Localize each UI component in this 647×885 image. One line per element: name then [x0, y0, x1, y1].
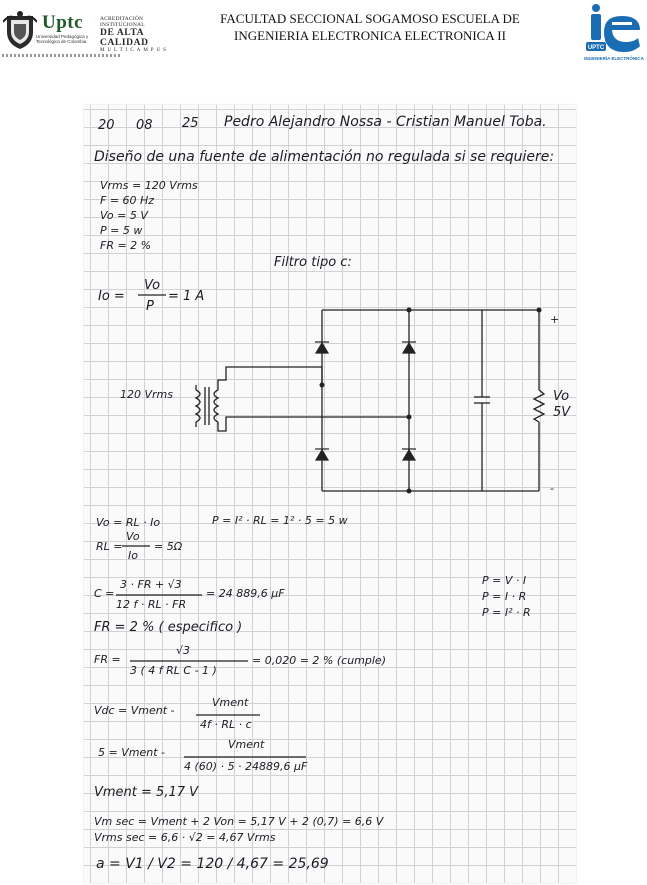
c-result: = 24 889,6 μF — [206, 587, 285, 600]
uptc-logo — [36, 12, 92, 46]
solve-numerator: Vment — [228, 738, 265, 751]
rl-result: = 5Ω — [154, 540, 183, 553]
vment-result: Vment = 5,17 V — [94, 785, 199, 800]
header-title — [205, 10, 535, 44]
electronics-school-logo — [582, 2, 646, 64]
vdc-lhs: Vdc = Vment - — [94, 704, 175, 717]
header-dotted-rule — [2, 54, 122, 57]
transformer-primary-label: 120 Vrms — [120, 388, 173, 401]
fr-lhs: FR = — [94, 653, 121, 666]
rl-denominator: Io — [128, 549, 138, 562]
io-lhs: Io = — [98, 289, 125, 304]
ripple-spec: FR = 2 % ( especifico ) — [94, 620, 243, 635]
filter-type: Filtro tipo c: — [274, 255, 352, 270]
output-vo-label: Vo — [553, 389, 570, 404]
fr-numerator: √3 — [176, 644, 191, 657]
ie-logo-text: UPTC — [587, 45, 605, 51]
uptc-subtitle: Universidad Pedagógica y Tecnológica de Colombia — [36, 34, 89, 44]
date-year: 25 — [182, 116, 199, 131]
given-vrms: Vrms = 120 Vrms — [100, 179, 198, 192]
vdc-numerator: Vment — [212, 696, 249, 709]
solve-denominator: 4 (60) · 5 · 24889,6 μF — [184, 760, 308, 773]
authors: Pedro Alejandro Nossa - Cristian Manuel Toba. — [224, 114, 547, 130]
notebook-page — [84, 105, 576, 883]
rl-numerator: Vo — [126, 530, 140, 543]
header-title-line-2: INGENIERIA ELECTRONICA ELECTRONICA II — [234, 28, 506, 43]
solve-lhs: 5 = Vment - — [98, 746, 165, 759]
output-minus-sign: - — [550, 482, 554, 495]
problem-statement: Diseño de una fuente de alimentación no regulada si se requiere: — [94, 149, 555, 165]
io-denominator: P — [146, 299, 154, 314]
output-vo-value: 5V — [553, 405, 571, 420]
rl-lhs: RL = — [96, 540, 123, 553]
power-formula-3: P = I² · R — [482, 606, 531, 619]
ie-logo-caption: INGENIERÍA ELECTRÓNICA — [584, 56, 644, 61]
given-vo: Vo = 5 V — [100, 209, 148, 222]
power-equation: P = I² · RL = 1² · 5 = 5 w — [212, 514, 348, 527]
power-formula-1: P = V · I — [482, 574, 527, 587]
date-day: 20 — [98, 118, 115, 133]
io-numerator: Vo — [144, 278, 161, 293]
fr-result: = 0,020 = 2 % (cumple) — [252, 654, 386, 667]
given-power: P = 5 w — [100, 224, 143, 237]
header-title-line-1: FACULTAD SECCIONAL SOGAMOSO ESCUELA DE — [220, 11, 520, 26]
vdc-denominator: 4f · RL · c — [200, 718, 252, 731]
given-ripple: FR = 2 % — [100, 239, 152, 252]
vrms-secondary-equation: Vrms sec = 6,6 · √2 = 4,67 Vrms — [94, 831, 276, 844]
c-denominator: 12 f · RL · FR — [116, 598, 187, 611]
accreditation-badge: ACREDITACIÓN INSTITUCIONAL DE ALTA CALIDAD MULTICAMPUS — [100, 16, 169, 53]
fr-denominator: 3 ( 4 f RL C - 1 ) — [130, 664, 217, 677]
given-frequency: F = 60 Hz — [100, 194, 155, 207]
turns-ratio-equation: a = V1 / V2 = 120 / 4,67 = 25,69 — [96, 856, 329, 872]
c-lhs: C = — [94, 587, 115, 600]
university-shield-logo — [3, 10, 37, 50]
bridge-rectifier-circuit — [84, 105, 576, 883]
document-header — [0, 0, 647, 95]
uptc-wordmark: Uptc — [42, 12, 84, 33]
vm-secondary-equation: Vm sec = Vment + 2 Von = 5,17 V + 2 (0,7) = 6,6 V — [94, 815, 384, 828]
c-numerator: 3 · FR + √3 — [120, 578, 182, 591]
power-formula-2: P = I · R — [482, 590, 527, 603]
output-plus-sign: + — [550, 313, 560, 326]
date-month: 08 — [136, 118, 153, 133]
io-result: = 1 A — [168, 289, 205, 304]
vo-equation: Vo = RL · Io — [96, 516, 161, 529]
